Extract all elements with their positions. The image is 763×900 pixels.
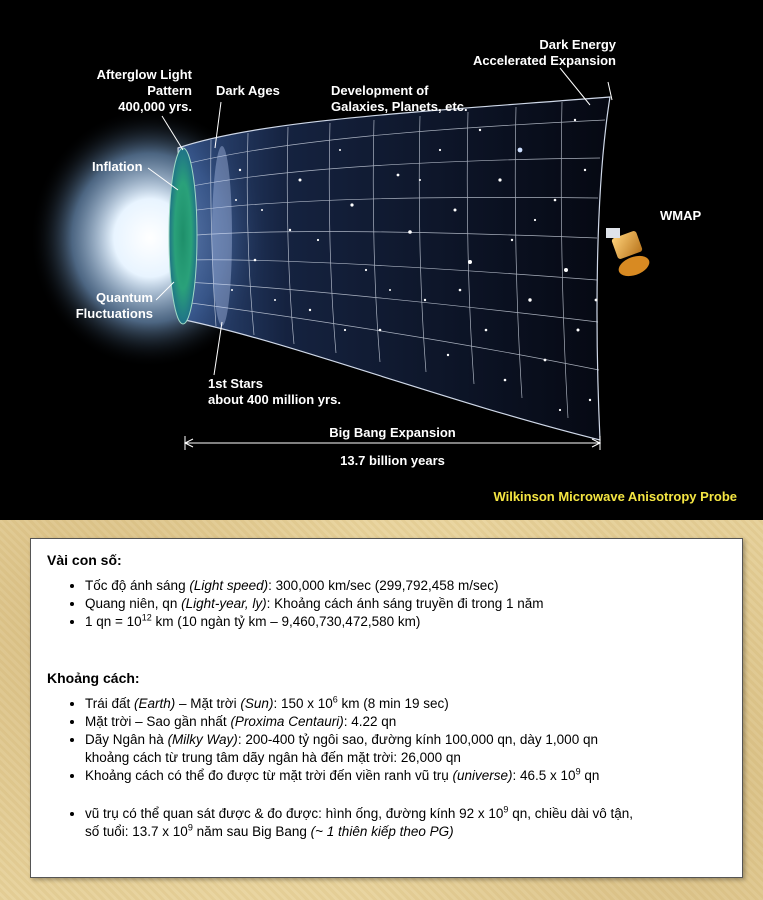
list-item [85, 767, 726, 785]
text: năm sau Big Bang [192, 824, 311, 839]
text: : Khoảng cách ánh sáng truyền đi trong 1 năm [266, 596, 544, 611]
text: Quang niên, qn [85, 596, 182, 611]
text: : 200-400 tỷ ngôi sao, đường kính 100,000 qn, dày 1,000 qn [237, 732, 598, 747]
exponent: 12 [141, 612, 152, 623]
list-item [85, 577, 726, 595]
afterglow-disk [169, 148, 197, 324]
exponent: 9 [503, 804, 509, 815]
text: qn, chiều dài vô tận, [508, 806, 634, 821]
label-age: 13.7 billion years [340, 453, 445, 468]
italic-term: (Sun) [240, 696, 274, 711]
label-first-stars: 1st Stars about 400 million yrs. [208, 376, 341, 407]
universe-list [47, 805, 726, 841]
italic-term: (universe) [452, 768, 513, 783]
text: qn [580, 768, 600, 783]
text: Khoảng cách có thể đo được từ mặt trời đến viền ranh vũ trụ [85, 768, 453, 783]
first-stars-band [212, 146, 232, 326]
label-dark-energy: Dark Energy Accelerated Expansion [472, 37, 616, 68]
numbers-list [47, 577, 726, 631]
text: khoảng cách từ trung tâm dãy ngân hà đến mặt trời: 26,000 qn [85, 750, 461, 765]
text: : 150 x 10 [273, 696, 333, 711]
italic-term: (~ 1 thiên kiếp theo PG) [310, 824, 454, 839]
exponent: 9 [575, 766, 581, 777]
text: km (8 min 19 sec) [337, 696, 449, 711]
text: : 4.22 qn [343, 714, 397, 729]
facts-card [30, 538, 743, 878]
text: km (10 ngàn tỷ km – 9,460,730,472,580 km) [151, 614, 421, 629]
text: – Mặt trời [175, 696, 241, 711]
spacer [47, 651, 726, 669]
list-item [85, 713, 726, 731]
text: : 46.5 x 10 [512, 768, 576, 783]
wmap-probe [606, 228, 652, 280]
italic-term: (Light speed) [189, 578, 269, 593]
probe-credit: Wilkinson Microwave Anisotropy Probe [493, 489, 737, 504]
text: Mặt trời – Sao gần nhất [85, 714, 231, 729]
label-dark-ages: Dark Ages [216, 83, 280, 98]
text: vũ trụ có thể quan sát được & đo được: hình ống, đường kính 92 x 10 [85, 806, 504, 821]
text: Dãy Ngân hà [85, 732, 168, 747]
label-wmap: WMAP [660, 208, 702, 223]
text: số tuổi: 13.7 x 10 [85, 824, 188, 839]
text: 1 qn = 10 [85, 614, 142, 629]
exponent: 6 [332, 694, 338, 705]
label-inflation: Inflation [92, 159, 143, 174]
italic-term: (Milky Way) [167, 732, 238, 747]
list-item [85, 595, 726, 613]
list-item [85, 695, 726, 713]
italic-term: (Earth) [134, 696, 176, 711]
section-title-numbers: Vài con số: [47, 552, 122, 568]
list-item [85, 613, 726, 631]
italic-term: (Light-year, ly) [181, 596, 267, 611]
label-development: Development of Galaxies, Planets, etc. [331, 83, 468, 114]
label-quantum: Quantum Fluctuations [75, 290, 153, 321]
text: : 300,000 km/sec (299,792,458 m/sec) [268, 578, 499, 593]
italic-term: (Proxima Centauri) [230, 714, 344, 729]
list-item [85, 731, 726, 767]
list-item [85, 805, 726, 841]
distance-list [47, 695, 726, 785]
text: Trái đất [85, 696, 135, 711]
section-title-distance: Khoảng cách: [47, 670, 140, 686]
text: Tốc độ ánh sáng [85, 578, 190, 593]
exponent: 9 [187, 822, 193, 833]
label-afterglow: Afterglow Light Pattern 400,000 yrs. [96, 67, 192, 114]
label-big-bang-expansion: Big Bang Expansion [329, 425, 456, 440]
